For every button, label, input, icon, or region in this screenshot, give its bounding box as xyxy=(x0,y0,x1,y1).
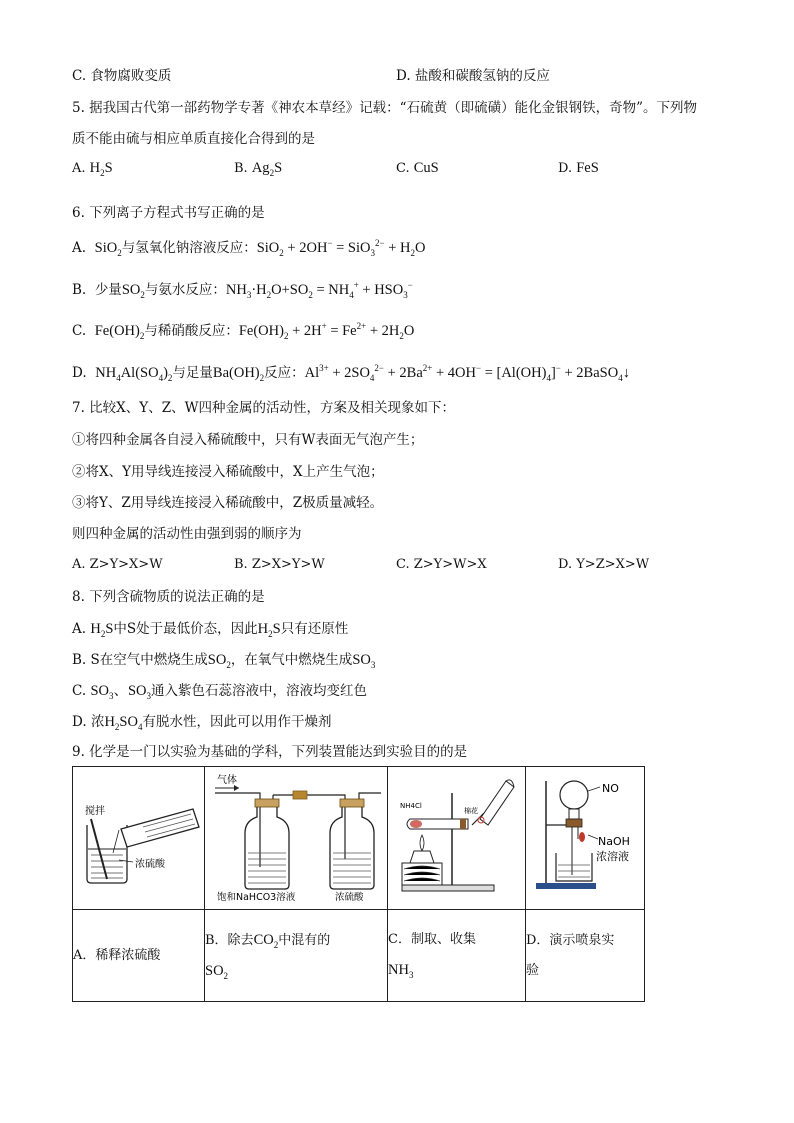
q6-option-b: B. 少量$SO_2$与氨水反应：$NH_3\cdot H_2O+SO_2 = NH_4^+ + HSO_3^-$ xyxy=(72,280,413,300)
q5-stem-line1: 5. 据我国古代第一部药物学专著《神农本草经》记载：“石硫黄（即硫磺）能化金银钢铁，奇物”。下列物 xyxy=(72,100,697,116)
q6-option-a: A. SiO$_2$与氢氧化钠溶液反应：$SiO_2 + 2OH^- = SiO_3^{2-} + H_2O$ xyxy=(72,238,426,258)
q7-question: 则四种金属的活动性由强到弱的顺序为 xyxy=(72,526,302,542)
option-a-caption: A．稀释浓硫酸 xyxy=(73,910,205,1002)
label-cotton: 棉花 xyxy=(464,807,478,815)
q8-option-d: D. 浓$H_2SO_4$有脱水性，因此可以用作干燥剂 xyxy=(72,714,332,732)
label-nahco3-solution: 饱和NaHCO3溶液 xyxy=(217,892,296,903)
q7-step-1: ①将四种金属各自浸入稀硫酸中，只有W表面无气泡产生； xyxy=(72,432,424,448)
q7-option-a: A. Z>Y>X>W xyxy=(72,557,163,572)
label-no: NO xyxy=(602,782,619,795)
q8-stem: 8. 下列含硫物质的说法正确的是 xyxy=(72,589,265,605)
q6-option-c: C. $Fe(OH)_2$与稀硝酸反应：$Fe(OH)_2 + 2H^+ = Fe^{2+} + 2H_2O$ xyxy=(72,321,415,341)
q7-step-3: ③将Y、Z用导线连接浸入稀硫酸中，Z极质量减轻。 xyxy=(72,495,384,511)
label-naoh: NaOH xyxy=(598,835,630,848)
label-nh4cl: NH4Cl xyxy=(400,802,422,810)
q5-stem-line2: 质不能由硫与相应单质直接化合得到的是 xyxy=(72,131,315,147)
figure-b-cell xyxy=(205,767,388,910)
q8-option-c: C. $SO_3$、$SO_3$通入紫色石蕊溶液中，溶液均变红色 xyxy=(72,683,368,701)
figure-a-cell xyxy=(73,767,205,910)
label-stir: 搅拌 xyxy=(85,806,105,817)
label-conc-acid-b: 浓硫酸 xyxy=(335,892,364,903)
option-d-caption: D．演示喷泉实 验 xyxy=(526,910,645,1002)
label-conc-acid: 浓硫酸 xyxy=(135,859,165,870)
figure-c-cell xyxy=(388,767,526,910)
label-conc-solution: 浓溶液 xyxy=(596,850,629,863)
gas-washing-bottles-figure xyxy=(205,767,387,905)
q6-stem: 6. 下列离子方程式书写正确的是 xyxy=(72,205,265,221)
q5-option-a: A. $H_2S$ xyxy=(72,160,113,178)
q7-option-c: C. Z>Y>W>X xyxy=(396,557,487,572)
q8-option-b: B. S在空气中燃烧生成$SO_2$，在氧气中燃烧生成$SO_3$ xyxy=(72,652,376,670)
q7-option-b: B. Z>X>Y>W xyxy=(234,557,325,572)
figure-d-cell xyxy=(526,767,645,910)
ammonia-preparation-figure xyxy=(388,767,525,905)
dilution-apparatus-figure xyxy=(73,767,204,905)
q4-option-d: D. 盐酸和碳酸氢钠的反应 xyxy=(396,68,550,84)
q7-stem: 7. 比较X、Y、Z、W四种金属的活动性，方案及相关现象如下： xyxy=(72,400,455,416)
q8-option-a: A. $H_2S$中S处于最低价态，因此$H_2S$只有还原性 xyxy=(72,621,349,639)
q5-option-b: B. $Ag_2S$ xyxy=(234,160,283,178)
q9-stem: 9. 化学是一门以实验为基础的学科，下列装置能达到实验目的的是 xyxy=(72,744,468,760)
q7-option-d: D. Y>Z>X>W xyxy=(558,557,650,572)
q5-option-c: C. CuS xyxy=(396,160,439,176)
fountain-experiment-figure xyxy=(526,767,644,905)
q4-option-c: C. 食物腐败变质 xyxy=(72,68,172,84)
label-gas: 气体 xyxy=(217,775,237,786)
q7-step-2: ②将X、Y用导线连接浸入稀硫酸中，X上产生气泡； xyxy=(72,464,384,480)
q6-option-d: D. $NH_4Al(SO_4)_2$与足量$Ba(OH)_2$反应：$Al^{3+} + 2SO_4^{2-} + 2Ba^{2+} + 4OH^- = [Al(OH)_4]^-$ + 2BaSO$_4$↓ xyxy=(72,363,630,383)
q5-option-d: D. FeS xyxy=(558,160,599,176)
q9-options-table xyxy=(72,766,645,1002)
option-c-caption: C．制取、收集 $NH_3$ xyxy=(388,910,526,1002)
option-b-caption: B．除去$CO_2$中混有的 $SO_2$ xyxy=(205,910,388,1002)
